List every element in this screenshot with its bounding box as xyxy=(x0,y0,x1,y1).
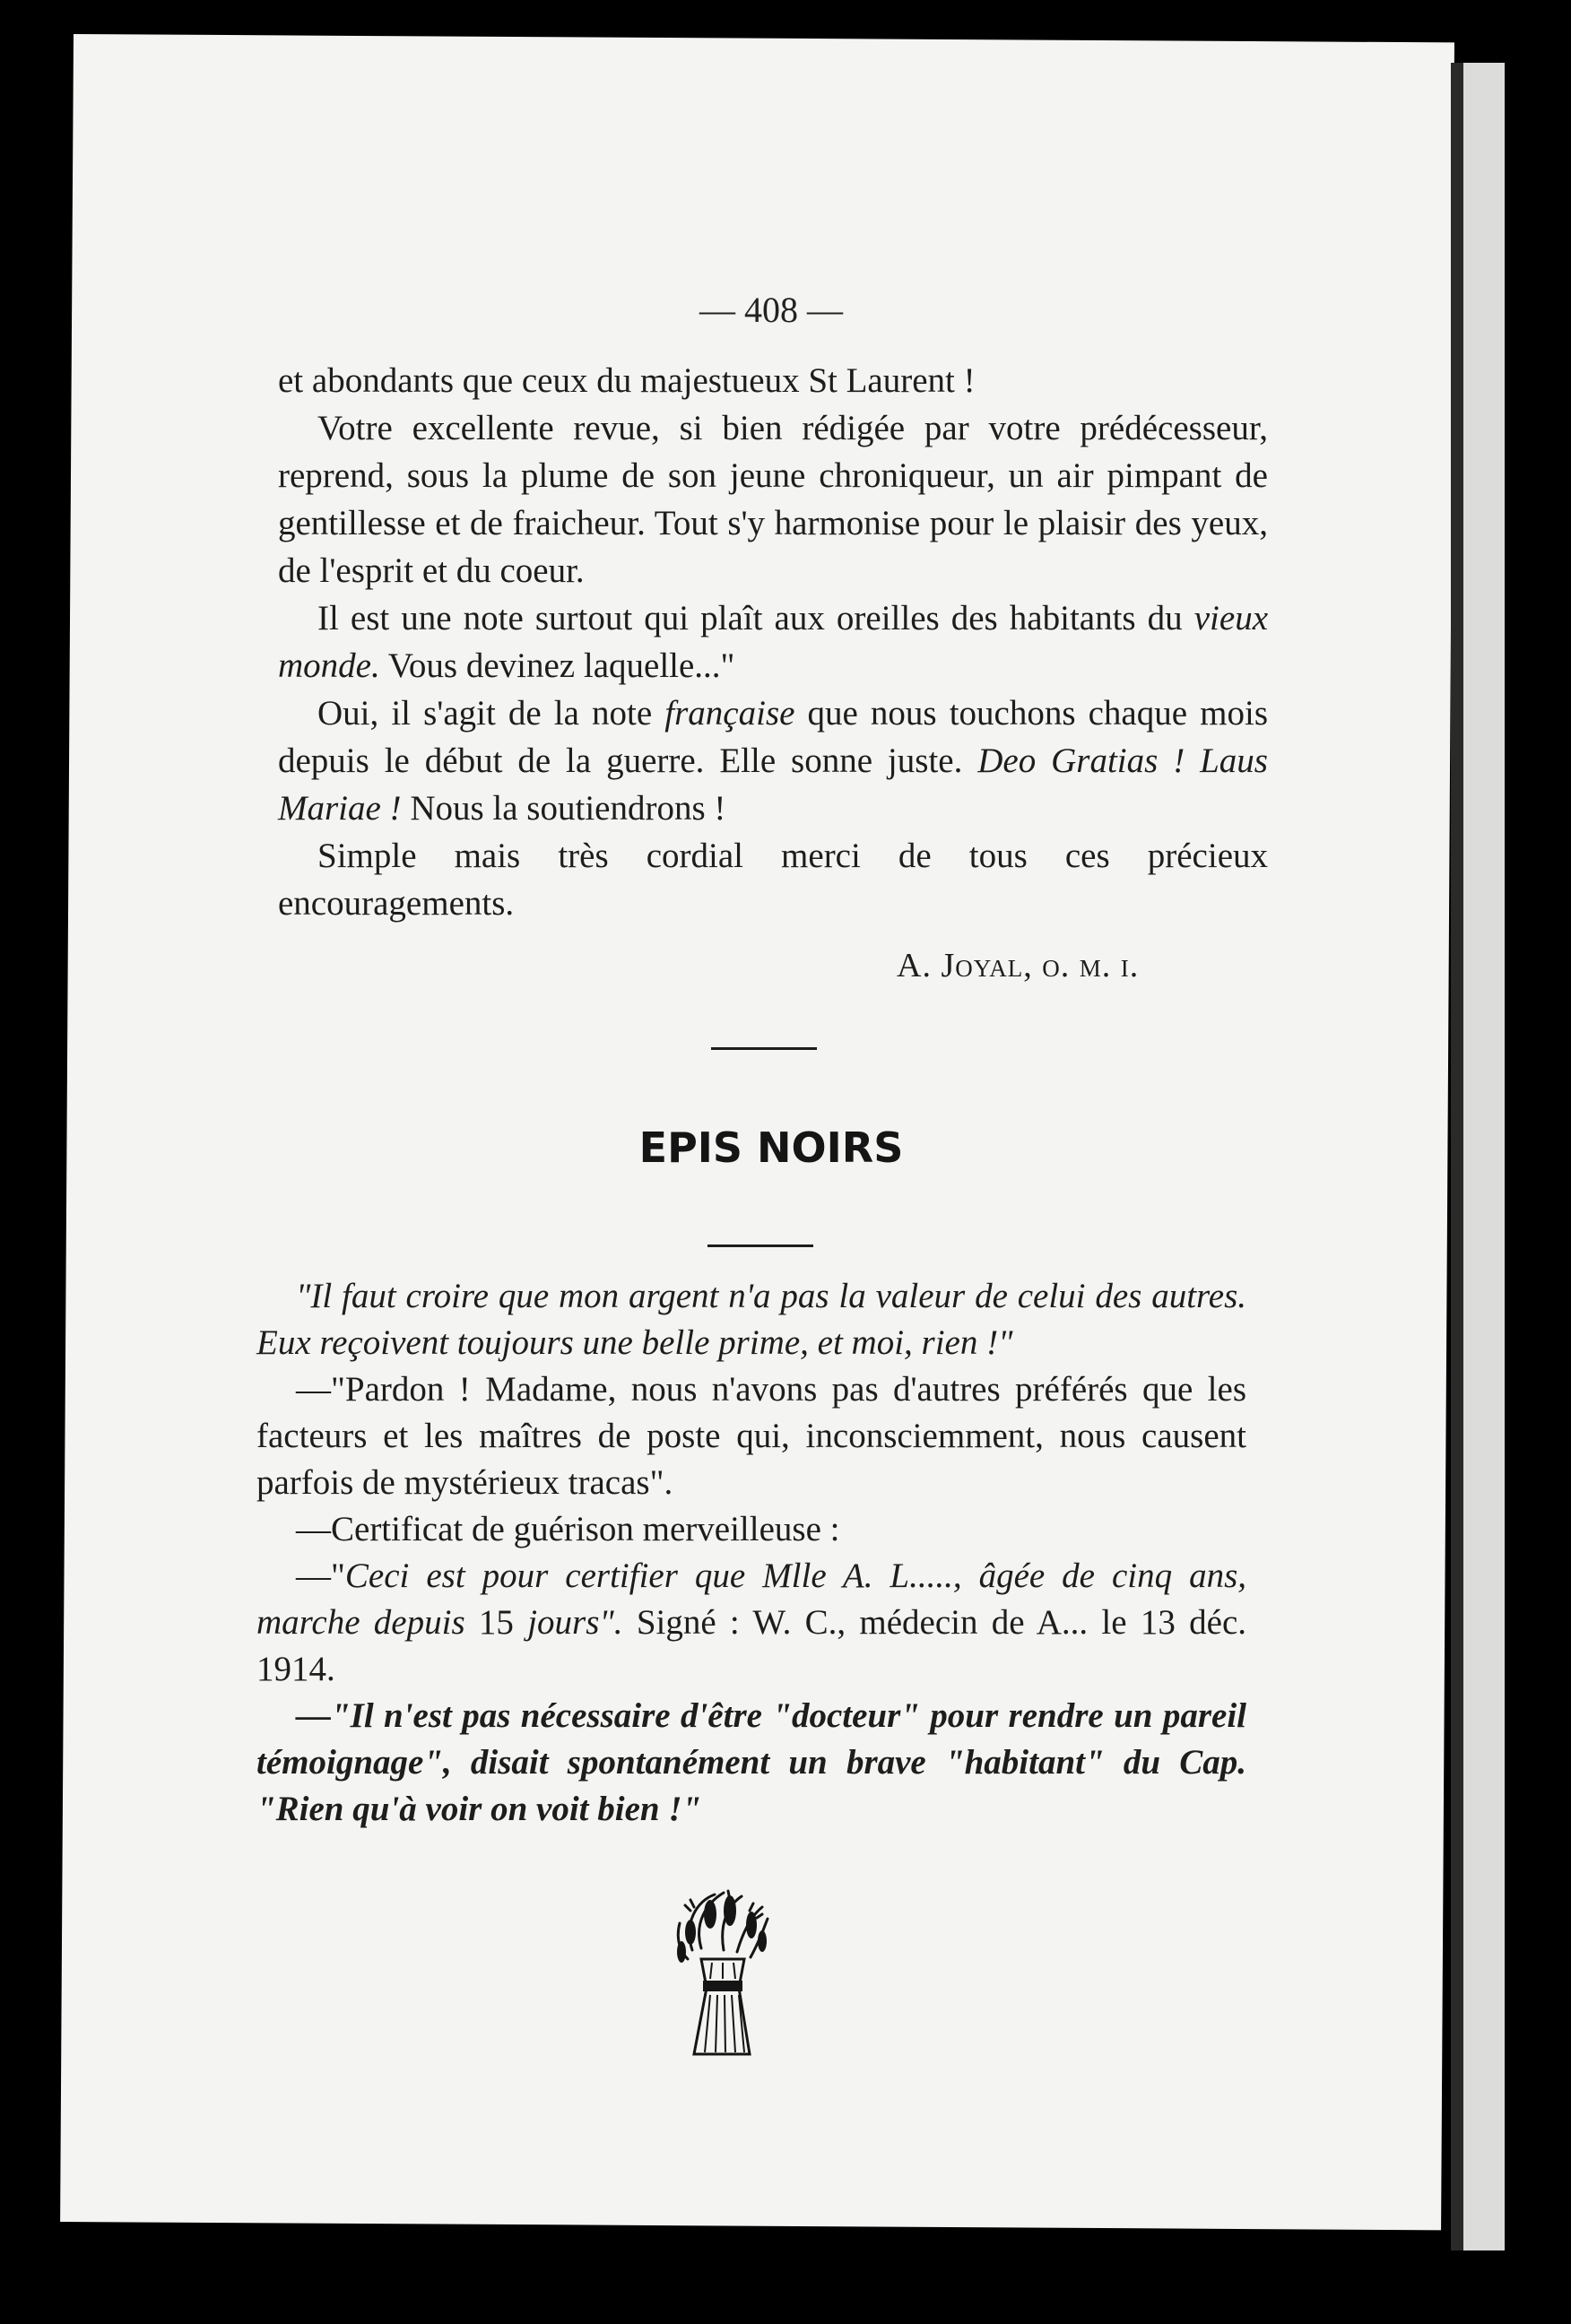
letter-continuation xyxy=(278,357,1268,927)
quote-1: "Il faut croire que mon argent n'a pas la valeur de celui des autres. Eux reçoivent toujours une belle prime, et moi, rien !" xyxy=(256,1277,1246,1362)
section-divider-top xyxy=(711,1047,817,1050)
quote-4: —"Ceci est pour certifier que Mlle A. L....., âgée de cinq ans, marche depuis 15 jours". Signé : W. C., médecin de A... le 13 déc. 1914. xyxy=(256,1557,1247,1688)
facing-page-edge xyxy=(1451,63,1505,2250)
paragraph-1: Votre excellente revue, si bien rédigée par votre prédécesseur, reprend, sous la plume de son jeune chroniqueur, un air pimpant de gentillesse et de fraicheur. Tout s'y harmonise pour le plaisir des yeux, de l'esprit et du coeur. xyxy=(278,409,1268,590)
section-body xyxy=(256,1273,1246,1833)
section-heading: EPIS NOIRS xyxy=(638,1123,904,1172)
quote-3: —Certificat de guérison merveilleuse : xyxy=(296,1510,840,1548)
page-number: — 408 — xyxy=(699,290,843,330)
wheat-sheaf-icon xyxy=(674,1887,773,2058)
section-divider-bottom xyxy=(707,1244,813,1247)
quote-5: —"Il n'est pas nécessaire d'être "docteur" pour rendre un pareil témoignage", disait spontanément un brave "habitant" du Cap. "Rien qu'à voir on voit bien !" xyxy=(256,1696,1246,1828)
signature: A. Joyal, o. m. i. xyxy=(897,947,1140,984)
quote-2: —"Pardon ! Madame, nous n'avons pas d'autres préférés que les facteurs et les maîtres de poste qui, inconsciemment, nous causent parfois de mystérieux tracas". xyxy=(256,1370,1246,1502)
paragraph-3: Oui, il s'agit de la note française que nous touchons chaque mois depuis le début de la guerre. Elle sonne juste. Deo Gratias ! Laus Mariae ! Nous la soutiendrons ! xyxy=(278,694,1268,828)
paragraph-2: Il est une note surtout qui plaît aux oreilles des habitants du vieux monde. Vous devinez laquelle..." xyxy=(278,599,1268,685)
continuation-line: et abondants que ceux du majestueux St Laurent ! xyxy=(278,361,976,400)
paragraph-4: Simple mais très cordial merci de tous ces précieux encouragements. xyxy=(278,837,1268,923)
